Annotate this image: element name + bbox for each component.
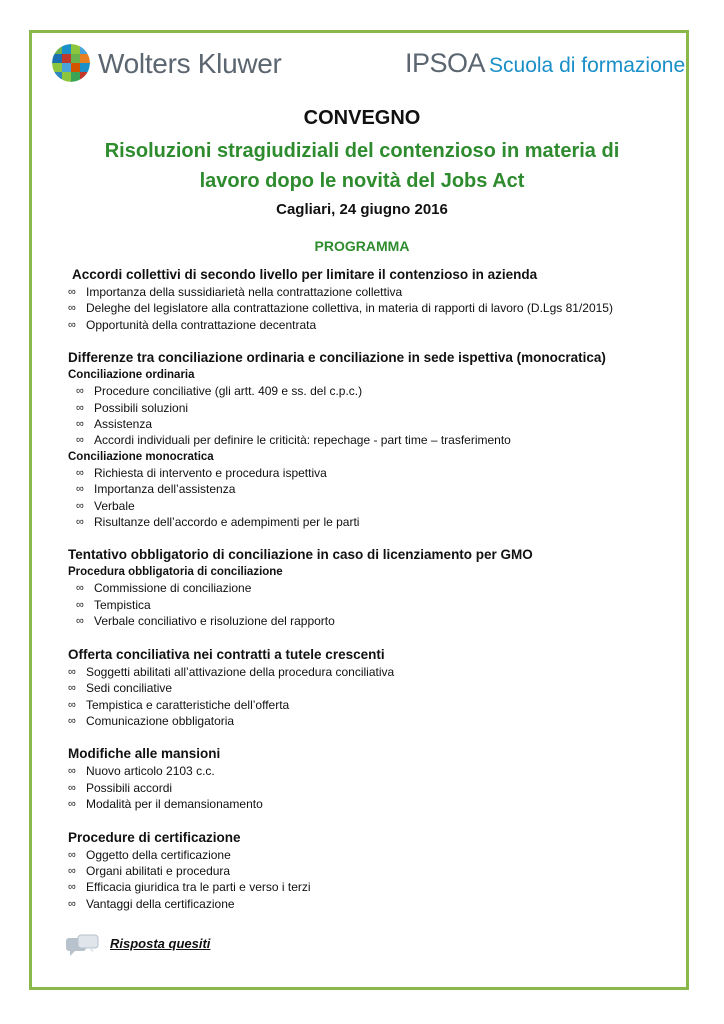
speech-bubble-icon	[64, 934, 100, 960]
list-item: ∞ Opportunità della contrattazione decentrata	[68, 317, 317, 332]
infinity-bullet-icon: ∞	[76, 582, 84, 595]
list-item: ∞ Richiesta di intervento e procedura ispettiva	[76, 465, 327, 480]
list-item: ∞ Procedure conciliative (gli artt. 409 e ss. del c.p.c.)	[76, 384, 363, 399]
item-list	[68, 284, 668, 333]
wk-mosaic-icon	[52, 44, 90, 82]
section-title: Tentativo obbligatorio di conciliazione in caso di licenziamento per GMO	[68, 547, 533, 563]
risposta-label: Risposta quesiti	[110, 936, 211, 951]
list-item: ∞ Organi abilitati e procedura	[68, 863, 231, 878]
list-item: ∞ Verbale conciliativo e risoluzione del rapporto	[76, 614, 335, 629]
section-title: Offerta conciliativa nei contratti a tutele crescenti	[68, 646, 385, 662]
list-item: ∞ Commissione di conciliazione	[76, 581, 252, 596]
infinity-bullet-icon: ∞	[68, 848, 76, 861]
infinity-bullet-icon: ∞	[68, 682, 76, 695]
programme-content	[68, 266, 668, 912]
item-list	[68, 383, 668, 449]
wolters-kluwer-logo	[52, 44, 297, 86]
subsection-title: Conciliazione ordinaria	[68, 369, 195, 382]
section-title: Accordi collettivi di secondo livello per limitare il contenzioso in azienda	[72, 267, 538, 282]
infinity-bullet-icon: ∞	[76, 598, 84, 611]
infinity-bullet-icon: ∞	[76, 483, 84, 496]
infinity-bullet-icon: ∞	[68, 897, 76, 910]
infinity-bullet-icon: ∞	[76, 615, 84, 628]
infinity-bullet-icon: ∞	[68, 698, 76, 711]
list-item: ∞ Soggetti abilitati all’attivazione della procedura conciliativa	[68, 664, 395, 679]
infinity-bullet-icon: ∞	[68, 864, 76, 877]
list-item: ∞ Comunicazione obbligatoria	[68, 713, 235, 728]
section-title: Modifiche alle mansioni	[68, 746, 221, 762]
infinity-bullet-icon: ∞	[68, 781, 76, 794]
list-item: ∞ Importanza della sussidiarietà nella contrattazione collettiva	[68, 285, 403, 299]
infinity-bullet-icon: ∞	[68, 318, 76, 331]
section-title: Differenze tra conciliazione ordinaria e conciliazione in sede ispettiva (monocratica)	[68, 350, 606, 366]
event-date: Cagliari, 24 giugno 2016	[276, 201, 448, 218]
ipsoa-brand: IPSOA	[405, 48, 486, 78]
item-list	[68, 465, 668, 531]
infinity-bullet-icon: ∞	[68, 286, 76, 298]
list-item: ∞ Verbale	[76, 498, 135, 513]
subsection-title: Conciliazione monocratica	[68, 450, 214, 463]
item-list	[68, 580, 668, 629]
list-item: ∞ Tempistica	[76, 597, 151, 612]
list-item: ∞ Vantaggi della certificazione	[68, 896, 235, 911]
list-item: ∞ Assistenza	[76, 417, 153, 432]
infinity-bullet-icon: ∞	[76, 499, 84, 512]
ipsoa-logo	[405, 48, 685, 79]
infinity-bullet-icon: ∞	[76, 385, 84, 398]
item-list	[68, 847, 668, 913]
wk-brand-name: Wolters Kluwer	[98, 48, 282, 79]
event-title	[60, 136, 664, 196]
list-item: ∞ Tempistica e caratteristiche dell’offerta	[68, 697, 290, 712]
event-title-line2: lavoro dopo le novità del Jobs Act	[199, 170, 525, 192]
infinity-bullet-icon: ∞	[68, 714, 76, 727]
list-item: ∞ Nuovo articolo 2103 c.c.	[68, 764, 215, 779]
infinity-bullet-icon: ∞	[76, 516, 84, 529]
event-title-line1: Risoluzioni stragiudiziali del contenzioso in materia di	[104, 140, 620, 162]
list-item: ∞ Efficacia giuridica tra le parti e verso i terzi	[68, 880, 311, 895]
programma-heading: PROGRAMMA	[314, 238, 410, 254]
list-item: ∞ Accordi individuali per definire le criticità: repechage - part time – trasferimento	[76, 433, 511, 448]
list-item: ∞ Importanza dell’assistenza	[76, 482, 236, 497]
subsection-title: Procedura obbligatoria di conciliazione	[68, 566, 283, 579]
infinity-bullet-icon: ∞	[68, 302, 76, 315]
list-item: ∞ Sedi conciliative	[68, 681, 173, 696]
event-type: CONVEGNO	[303, 107, 421, 129]
section-title: Procedure di certificazione	[68, 829, 241, 845]
infinity-bullet-icon: ∞	[68, 765, 76, 778]
list-item: ∞ Deleghe del legislatore alla contrattazione collettiva, in materia di rapporti di lavoro (D.Lgs 81/2015)	[68, 301, 613, 316]
title-block	[60, 104, 664, 220]
infinity-bullet-icon: ∞	[76, 418, 84, 431]
list-item: ∞ Modalità per il demansionamento	[68, 797, 263, 812]
infinity-bullet-icon: ∞	[68, 798, 76, 811]
list-item: ∞ Risultanze dell’accordo e adempimenti per le parti	[76, 515, 360, 530]
list-item: ∞ Oggetto della certificazione	[68, 847, 231, 862]
list-item: ∞ Possibili accordi	[68, 780, 173, 795]
ipsoa-subtitle: Scuola di formazione	[489, 54, 686, 77]
infinity-bullet-icon: ∞	[68, 665, 76, 678]
infinity-bullet-icon: ∞	[76, 466, 84, 479]
item-list	[68, 763, 668, 812]
infinity-bullet-icon: ∞	[76, 401, 84, 414]
infinity-bullet-icon: ∞	[68, 881, 76, 894]
list-item: ∞ Possibili soluzioni	[76, 400, 189, 415]
item-list	[68, 664, 668, 730]
infinity-bullet-icon: ∞	[76, 434, 84, 447]
